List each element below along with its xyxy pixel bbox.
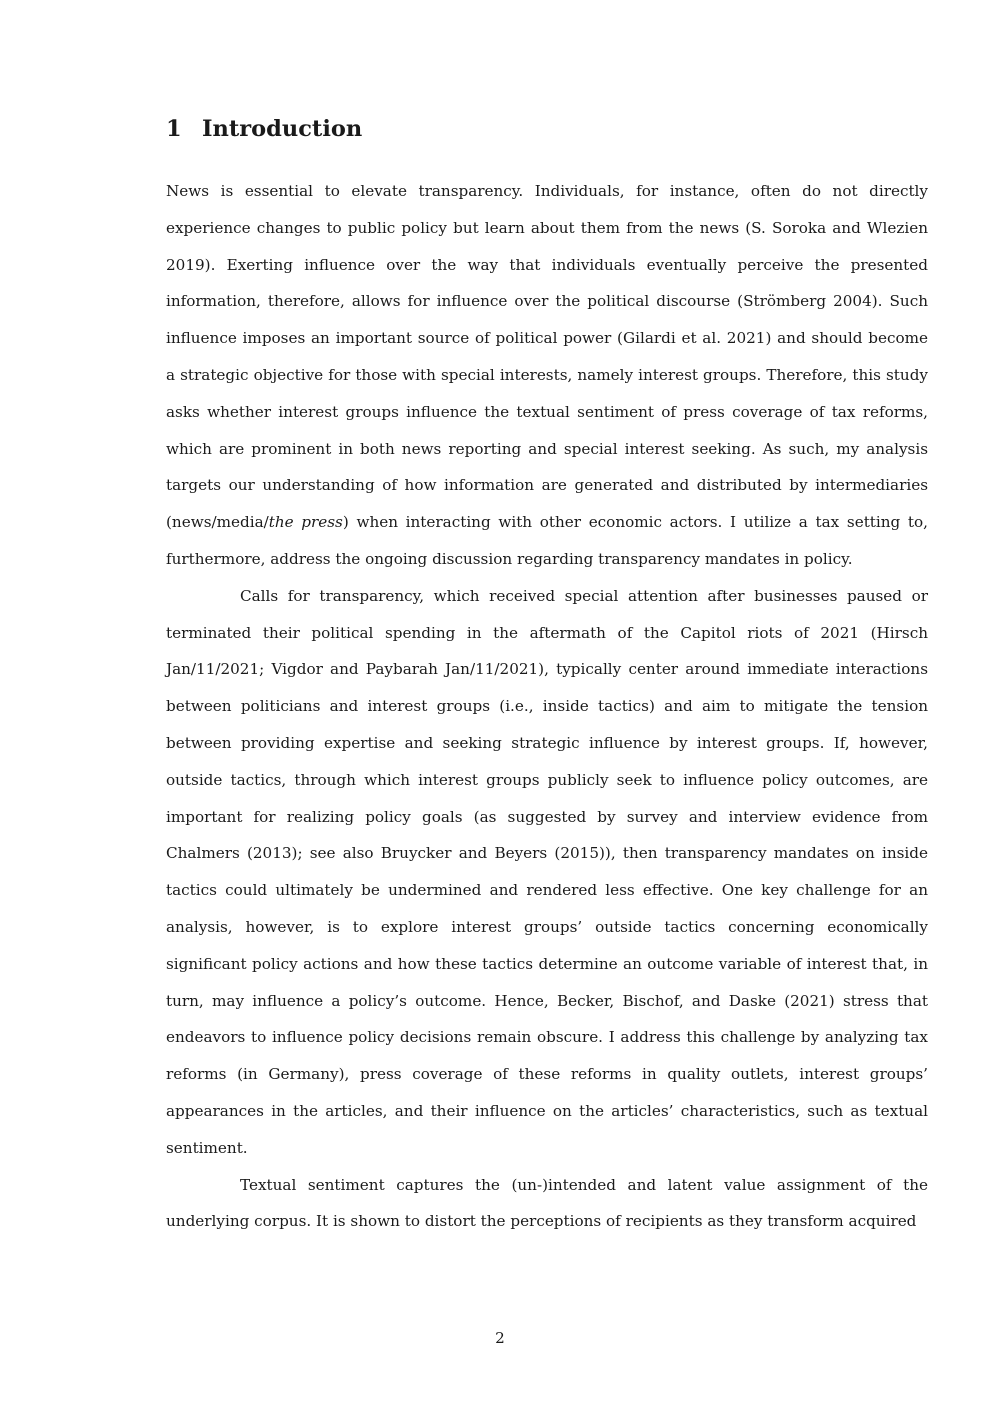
paragraph-3: Textual sentiment captures the (un-)intended and latent value assignment of the underlying corpus. It is shown to distort the perceptions of recipients as they transform acquired (166, 1175, 928, 1231)
section-number: 1 (166, 116, 182, 142)
paragraph-2: Calls for transparency, which received special attention after businesses paused or terminated their political spending in the aftermath of the Capitol riots of 2021 (Hirsch Jan/11/2021; Vigdor and Paybarah Jan/11/2021), typically center around immediate interactions between politicians and interest groups (i.e., inside tactics) and aim to mitigate the tension between providing expertise and seeking strategic influence by interest groups. If, however, outside tactics, through which interest groups publicly seek to influence policy outcomes, are important for realizing policy goals (as suggested by survey and interview evidence from Chalmers (2013); see also Bruycker and Beyers (2015)), then transparency mandates on inside tactics could ultimately be undermined and rendered less effective. One key challenge for an analysis, however, is to explore interest groups’ outside tactics concerning economically significant policy actions and how these tactics determine an outcome variable of interest that, in turn, may influence a policy’s outcome. Hence, Becker, Bischof, and Daske (2021) stress that endeavors to influence policy decisions remain obscure. I address this challenge by analyzing tax reforms (in Germany), press coverage of these reforms in quality outlets, interest groups’ appearances in the articles, and their influence on the articles’ characteristics, such as textual sentiment. (166, 586, 928, 1157)
section-heading (166, 113, 928, 145)
paragraph-1 (166, 173, 928, 578)
page-body (166, 113, 928, 1240)
page-number: 2 (495, 1329, 505, 1347)
paragraph-1-text-b: ) when interacting with other economic actors. I utilize a tax setting to, furthermore, address the ongoing discussion regarding transparency mandates in policy. (166, 513, 929, 568)
section-title: Introduction (202, 116, 363, 142)
paragraph-1-italic: the press (268, 513, 343, 532)
paragraph-1-text-a: News is essential to elevate transparency. Individuals, for instance, often do not directly experience changes to public policy but learn about them from the news (S. Soroka and Wlezien 2019). Exerting influence over the way that individuals eventually perceive the presented information, therefore, allows for influence over the political discourse (Strömberg 2004). Such influence imposes an important source of political power (Gilardi et al. 2021) and should become a strategic objective for those with special interests, namely interest groups. Therefore, this study asks whether interest groups influence the textual sentiment of press coverage of tax reforms, which are prominent in both news reporting and special interest seeking. As such, my analysis targets our understanding of how information are generated and distributed by intermediaries (news/media/ (166, 182, 928, 532)
